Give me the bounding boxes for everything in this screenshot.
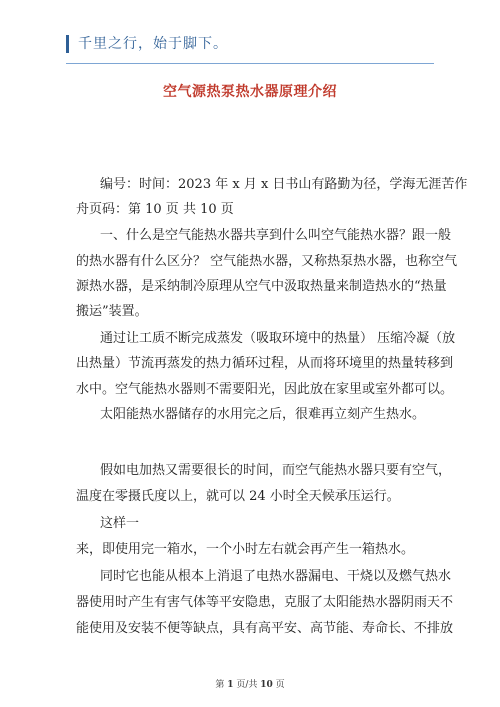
page-footer xyxy=(0,679,500,691)
document-title: 空气源热泵热水器原理介绍 xyxy=(163,84,337,100)
body-line-10: 太阳能热水器储存的水用完之后，很难再立刻产生热水。 xyxy=(100,407,426,422)
body-line-5: 源热水器，是采纳制冷原理从空气中汲取热量来制造热水的“热量 xyxy=(76,279,447,294)
body-line-2: 舟页码：第 10 页 共 10 页 xyxy=(76,202,234,217)
body-line-12: 温度在零摄氏度以上，就可以 24 小时全天候承压运行。 xyxy=(76,489,400,504)
footer-prefix: 第 xyxy=(215,680,225,690)
body-line-11: 假如电加热又需要很长的时间，而空气能热水器只要有空气， xyxy=(100,463,452,478)
body-line-15: 同时它也能从根本上消退了电热水器漏电、干烧以及燃气热水 xyxy=(100,569,452,584)
body-line-3: 一、什么是空气能热水器共享到什么叫空气能热水器？跟一般 xyxy=(100,228,452,243)
footer-middle: 页/共 xyxy=(236,680,258,690)
body-line-1: 编号：时间：2023 年 x 月 x 日书山有路勤为径，学海无涯苦作 xyxy=(100,177,468,192)
body-line-13: 这样一 xyxy=(100,516,140,531)
body-line-14: 来，即使用完一箱水，一个小时左右就会再产生一箱热水。 xyxy=(76,542,415,557)
body-line-4: 的热水器有什么区分？ 空气能热水器，又称热泵热水器，也称空气 xyxy=(76,254,458,269)
body-line-16: 器使用时产生有害气体等平安隐患，克服了太阳能热水器阴雨天不 xyxy=(76,595,454,610)
footer-current-page: 1 xyxy=(227,680,234,690)
footer-total-pages: 10 xyxy=(260,680,273,690)
body-line-17: 能使用及安装不便等缺点，具有高平安、高节能、寿命长、不排放 xyxy=(76,621,454,636)
header-motto: 千里之行，始于脚下。 xyxy=(78,36,228,52)
body-line-7: 通过让工质不断完成蒸发（吸取环境中的热量） 压缩冷凝（放 xyxy=(100,331,456,346)
body-line-6: 搬运”装置。 xyxy=(76,304,148,319)
body-line-8: 出热量）节流再蒸发的热力循环过程，从而将环境里的热量转移到 xyxy=(76,356,454,371)
body-line-9: 水中。空气能热水器则不需要阳光，因此放在家里或室外都可以。 xyxy=(76,382,454,397)
header-accent-bar xyxy=(66,35,69,53)
header-divider xyxy=(66,63,434,64)
footer-suffix: 页 xyxy=(275,680,285,690)
